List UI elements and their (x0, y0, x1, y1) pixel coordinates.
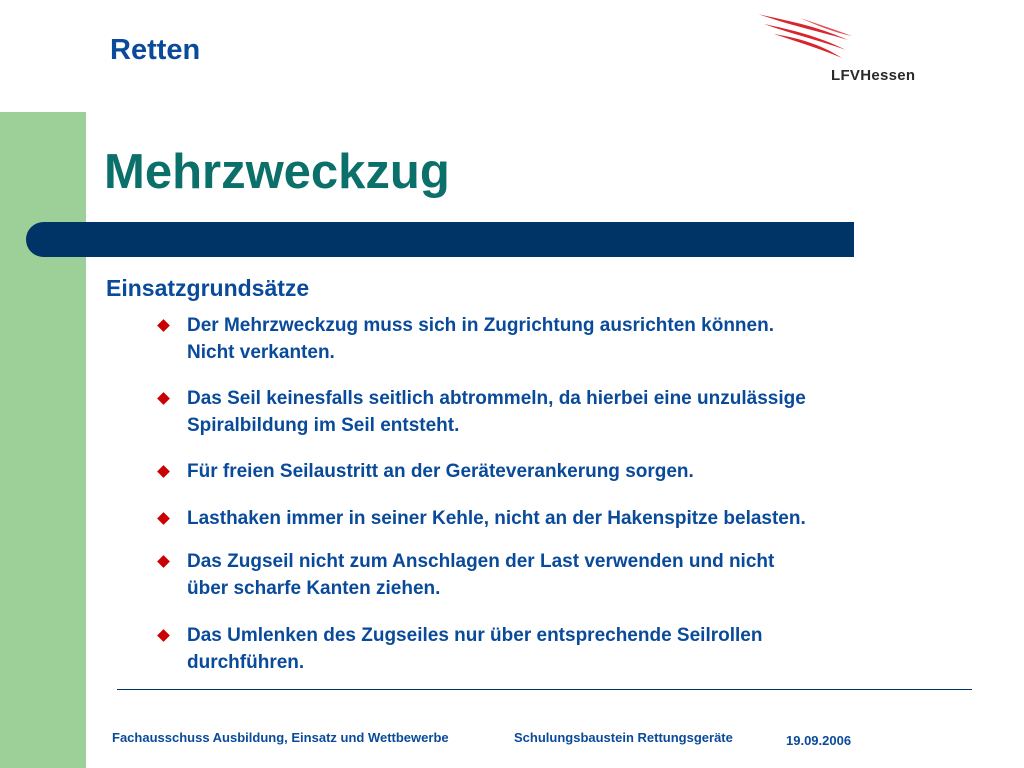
title-underline-bar (26, 222, 854, 257)
diamond-bullet-icon (157, 629, 170, 642)
bullet-item (158, 622, 948, 676)
diamond-bullet-icon (157, 512, 170, 525)
bullet-item (158, 312, 948, 366)
bullet-item (158, 548, 948, 602)
lfv-hessen-logo (752, 10, 922, 90)
bullet-text: Das Umlenken des Zugseiles nur über entsprechende Seilrollen durchführen. (187, 625, 763, 673)
diamond-bullet-icon (157, 465, 170, 478)
diamond-bullet-icon (157, 392, 170, 405)
bullet-text: Der Mehrzweckzug muss sich in Zugrichtung ausrichten können. Nicht verkanten. (187, 315, 774, 363)
diamond-bullet-icon (157, 555, 170, 568)
footer-module: Schulungsbaustein Rettungsgeräte (514, 730, 733, 745)
bullet-text: Lasthaken immer in seiner Kehle, nicht an der Hakenspitze belasten. (187, 508, 806, 529)
footer-divider (117, 689, 972, 690)
subheading: Einsatzgrundsätze (106, 275, 310, 301)
bullet-item (158, 458, 948, 485)
bullet-item (158, 385, 948, 439)
footer-date: 19.09.2006 (786, 733, 852, 748)
left-accent-band (0, 112, 86, 768)
footer-committee: Fachausschuss Ausbildung, Einsatz und Wettbewerbe (112, 730, 449, 745)
flame-wing-icon (752, 10, 862, 70)
diamond-bullet-icon (157, 319, 170, 332)
bullet-text: Das Seil keinesfalls seitlich abtrommeln, da hierbei eine unzulässige Spiralbildung im Seil entsteht. (187, 388, 806, 436)
bullet-item (158, 505, 948, 532)
logo-text: LFVHessen (831, 67, 916, 84)
bullet-text: Das Zugseil nicht zum Anschlagen der Last verwenden und nicht über scharfe Kanten ziehen. (187, 551, 775, 599)
bullet-text: Für freien Seilaustritt an der Geräteverankerung sorgen. (187, 461, 694, 482)
slide-title: Mehrzweckzug (104, 145, 450, 199)
section-label: Retten (110, 34, 201, 66)
